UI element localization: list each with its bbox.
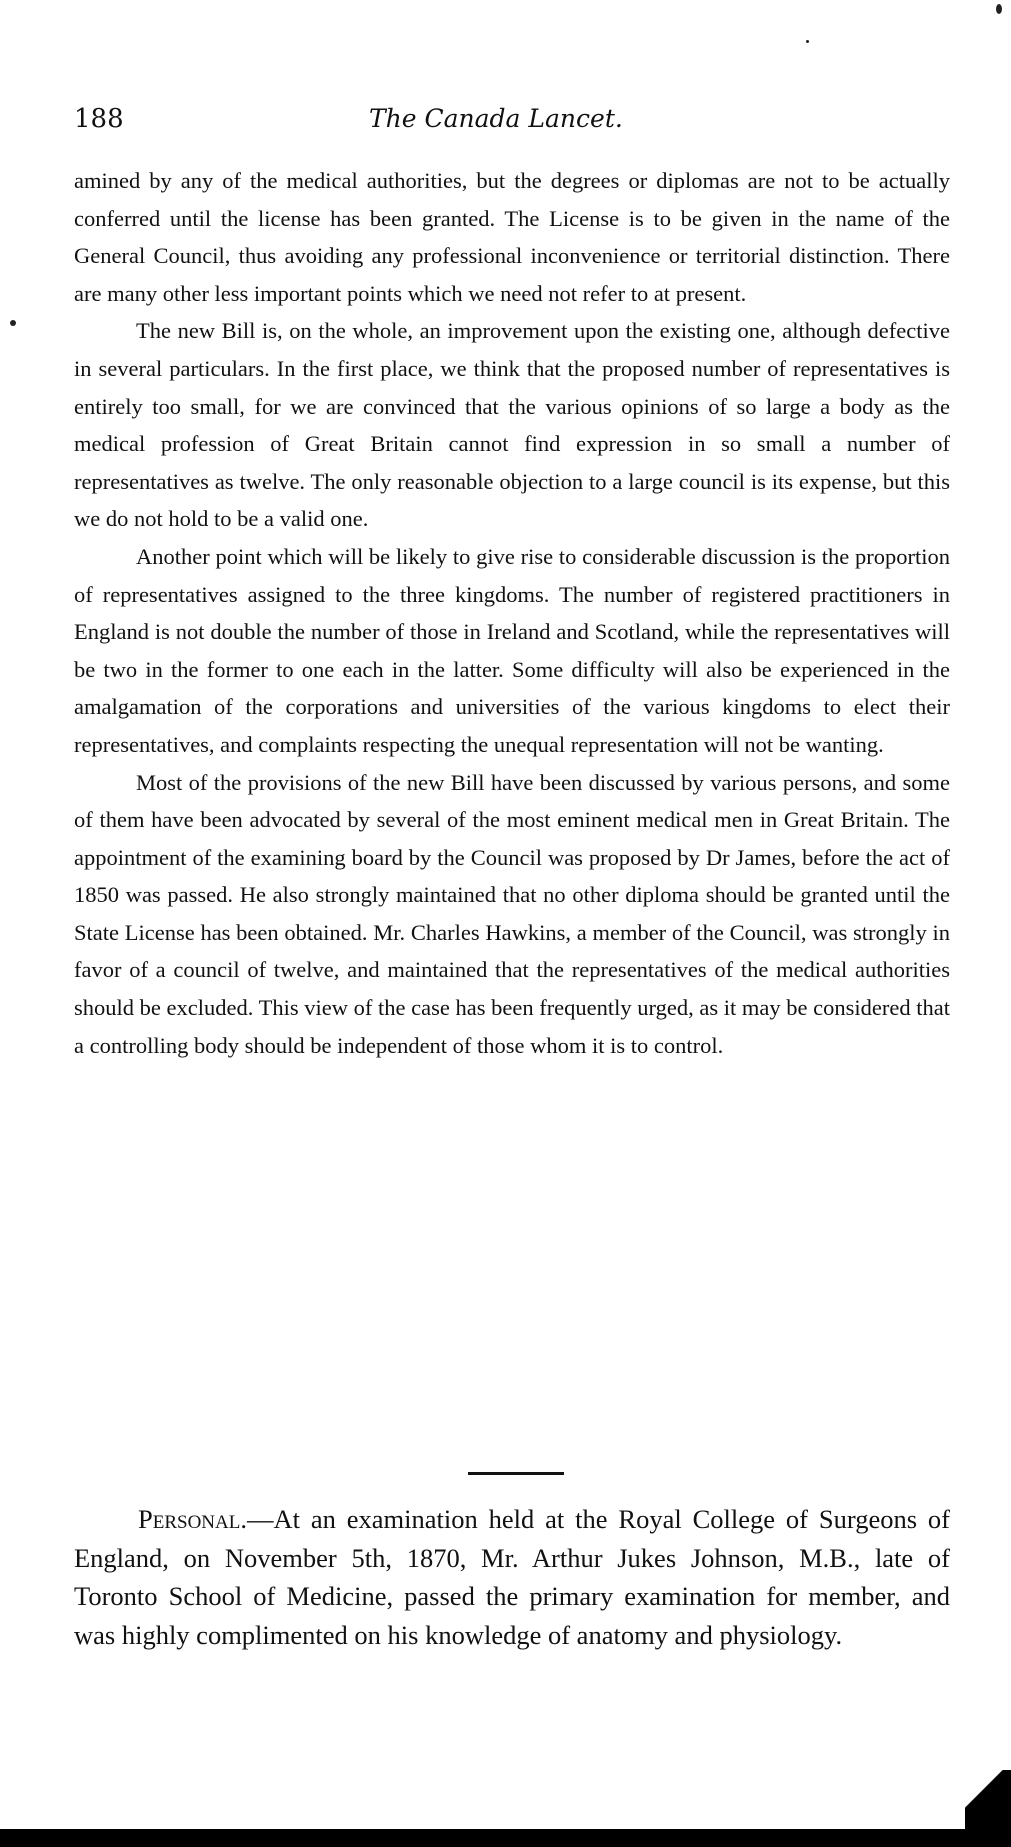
article-body: [74, 162, 950, 1064]
scan-corner-artifact: [965, 1770, 1011, 1830]
personal-dash: —: [246, 1504, 274, 1534]
paragraph-new-bill: The new Bill is, on the whole, an improvement upon the existing one, although defective in several particulars. In the first place, we think that the proposed number of representatives is entirely too small, for we are convinced that the various opinions of so large a body as the medical profession of Great Britain cannot find expression in so small a number of representatives as twelve. The only reasonable objection to a large council is its expense, but this we do not hold to be a valid one.: [74, 318, 950, 532]
scan-bottom-border: [0, 1829, 1011, 1847]
page-header: [74, 104, 954, 144]
paragraph-provisions: Most of the provisions of the new Bill have been discussed by various persons, and some of them have been advocated by several of the most eminent medical men in Great Britain. The appointment of the examining board by the Council was proposed by Dr James, before the act of 1850 was passed. He also strongly maintained that no other diploma should be granted until the State License has been obtained. Mr. Charles Hawkins, a member of the Council, was strongly in favor of a council of twelve, and maintained that the representatives of the medical authorities should be excluded. This view of the case has been frequently urged, as it may be considered that a controlling body should be independent of those whom it is to control.: [74, 769, 950, 1058]
section-divider: [468, 1472, 564, 1475]
personal-note: [74, 1500, 950, 1654]
page-number: 188: [74, 104, 124, 134]
margin-speck: [996, 4, 1002, 14]
paragraph-continuation: amined by any of the medical authorities, but the degrees or diplomas are not to be actually conferred until the license has been granted. The License is to be given in the name of the General Council, thus avoiding any professional inconvenience or territorial distinction. There are many other less important points which we need not refer to at present.: [74, 168, 950, 306]
personal-text: At an examination held at the Royal College of Surgeons of England, on November 5th, 1870, Mr. Arthur Jukes Johnson, M.B., late of Toronto School of Medicine, passed the primary examination for member, and was highly complimented on his knowledge of anatomy and physiology.: [74, 1504, 950, 1650]
margin-speck: [806, 40, 809, 43]
running-title: The Canada Lancet.: [369, 104, 623, 133]
personal-heading: Personal.: [138, 1504, 247, 1534]
margin-speck: [10, 320, 16, 326]
paragraph-proportion: Another point which will be likely to give rise to considerable discussion is the proportion of representatives assigned to the three kingdoms. The number of registered practitioners in England is not double the number of those in Ireland and Scotland, while the representatives will be two in the former to one each in the latter. Some difficulty will also be experienced in the amalgamation of the corporations and universities of the various kingdoms to elect their representatives, and complaints respecting the unequal representation will not be wanting.: [74, 543, 950, 757]
